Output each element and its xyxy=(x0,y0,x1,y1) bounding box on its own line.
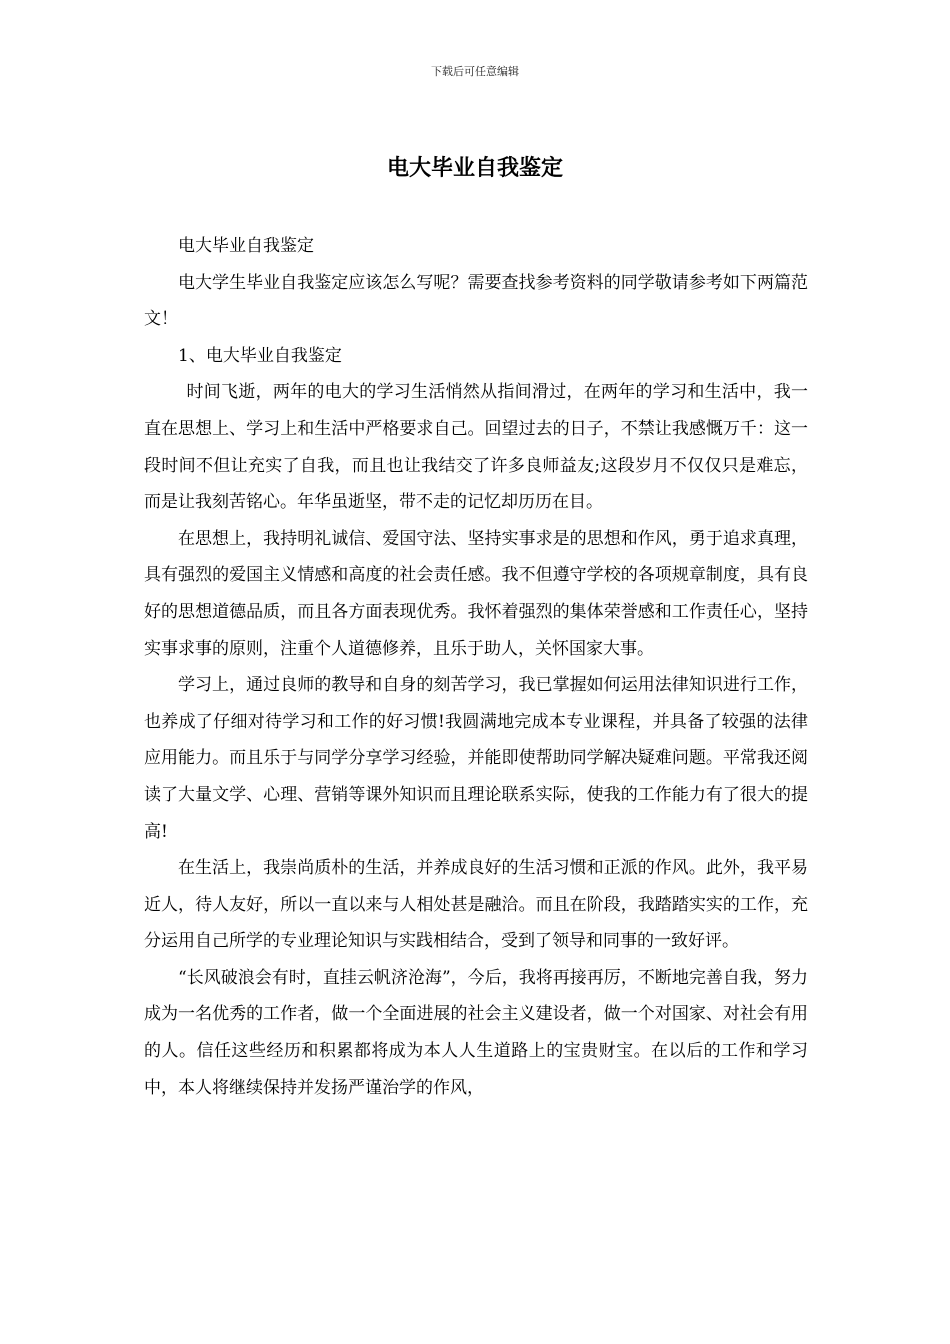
paragraph-subtitle: 电大毕业自我鉴定 xyxy=(178,236,314,256)
paragraph-thought: 在思想上，我持明礼诚信、爱国守法、坚持实事求是的思想和作风，勇于追求真理，具有强烈的爱国主义情感和高度的社会责任感。我不但遵守学校的各项规章制度，具有良好的思想道德品质，而且各方面表现优秀。我怀着强烈的集体荣誉感和工作责任心，坚持实事求事的原则，注重个人道德修养，且乐于助人，关怀国家大事。 xyxy=(144,528,808,659)
paragraph-intro: 电大学生毕业自我鉴定应该怎么写呢？需要查找参考资料的同学敬请参考如下两篇范文！ xyxy=(144,272,808,330)
document-title: 电大毕业自我鉴定 xyxy=(386,156,563,181)
paragraph-life: 在生活上，我崇尚质朴的生活，并养成良好的生活习惯和正派的作风。此外，我平易近人，待人友好，所以一直以来与人相处甚是融洽。而且在阶段，我踏踏实实的工作，充分运用自己所学的专业理论知识与实践相结合，受到了领导和同事的一致好评。 xyxy=(144,858,808,952)
paragraph-study: 学习上，通过良师的教导和自身的刻苦学习，我已掌握如何运用法律知识进行工作，也养成了仔细对待学习和工作的好习惯!我圆满地完成本专业课程，并具备了较强的法律应用能力。而且乐于与同学分享学习经验，并能即使帮助同学解决疑难问题。平常我还阅读了大量文学、心理、营销等课外知识而且理论联系实际，使我的工作能力有了很大的提高! xyxy=(144,675,808,842)
header-note: 下载后可任意编辑 xyxy=(431,65,519,78)
paragraph-time: 时间飞逝，两年的电大的学习生活悄然从指间滑过，在两年的学习和生活中，我一直在思想上、学习上和生活中严格要求自己。回望过去的日子，不禁让我感慨万千：这一段时间不但让充实了自我，而且也让我结交了许多良师益友;这段岁月不仅仅只是难忘，而是让我刻苦铭心。年华虽逝坚，带不走的记忆却历历在目。 xyxy=(144,382,808,513)
paragraph-section-heading: 1、电大毕业自我鉴定 xyxy=(178,345,342,366)
paragraph-future: “长风破浪会有时，直挂云帆济沧海”，今后，我将再接再厉，不断地完善自我，努力成为一名优秀的工作者，做一个全面进展的社会主义建设者，做一个对国家、对社会有用的人。信任这些经历和积累都将成为本人人生道路上的宝贵财宝。在以后的工作和学习中，本人将继续保持并发扬严谨治学的作风， xyxy=(144,967,808,1098)
document-body xyxy=(144,228,808,1106)
